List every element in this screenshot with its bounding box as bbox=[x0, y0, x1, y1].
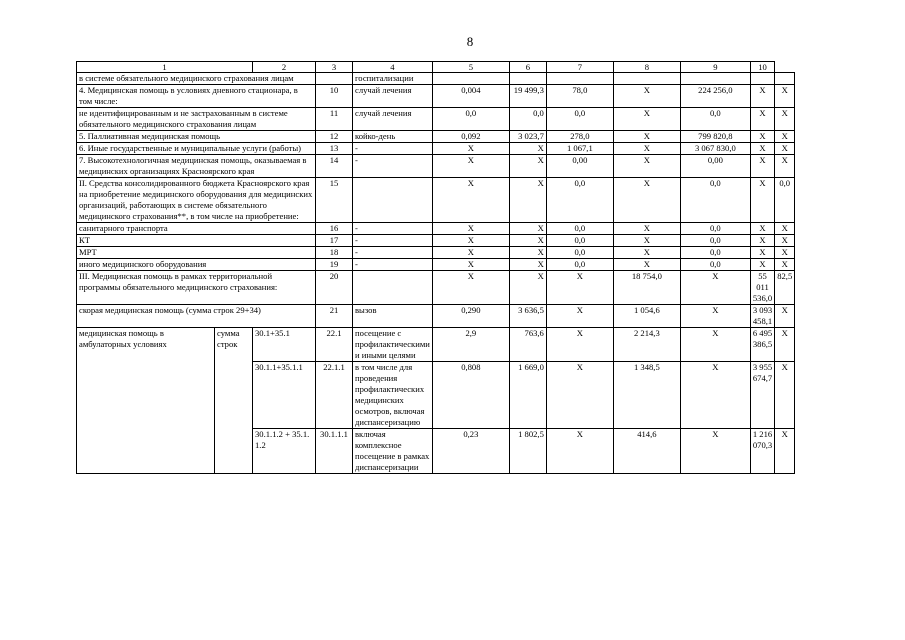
table-row bbox=[77, 328, 795, 362]
outpatient-label: медицинская помощь в амбулаторных условиях bbox=[77, 328, 215, 474]
table-cell: 0,00 bbox=[680, 155, 750, 178]
table-cell bbox=[680, 73, 750, 85]
table-cell: санитарного транспорта bbox=[77, 223, 316, 235]
table-cell: 22.1.1 bbox=[316, 362, 353, 429]
table-cell: 0,23 bbox=[432, 429, 509, 474]
table-cell: МРТ bbox=[77, 247, 316, 259]
table-cell: Х bbox=[775, 328, 795, 362]
table-cell: 0,004 bbox=[432, 85, 509, 108]
table-cell: 0,0 bbox=[680, 259, 750, 271]
table-cell: Х bbox=[432, 178, 509, 223]
table-cell: 0,290 bbox=[432, 305, 509, 328]
table-cell: 1 216 070,3 bbox=[750, 429, 774, 474]
table-cell: 7. Высокотехнологичная медицинская помощь, оказываемая в медицинских организациях Красноярского края bbox=[77, 155, 316, 178]
table-cell: 13 bbox=[316, 143, 353, 155]
table-cell: госпитализации bbox=[353, 73, 433, 85]
table-row bbox=[77, 235, 795, 247]
table-cell bbox=[750, 73, 774, 85]
table-cell: 0,0 bbox=[680, 247, 750, 259]
table-cell: 30.1.1.1 bbox=[316, 429, 353, 474]
table-cell: - bbox=[353, 143, 433, 155]
table-cell: Х bbox=[509, 223, 546, 235]
table-cell: Х bbox=[509, 259, 546, 271]
table-cell: 224 256,0 bbox=[680, 85, 750, 108]
financing-table bbox=[76, 61, 795, 474]
table-cell: вызов bbox=[353, 305, 433, 328]
table-cell: 14 bbox=[316, 155, 353, 178]
table-cell: 1 348,5 bbox=[613, 362, 680, 429]
table-cell: 0,0 bbox=[680, 108, 750, 131]
table-row bbox=[77, 108, 795, 131]
table-cell: Х bbox=[680, 271, 750, 305]
table-cell: 12 bbox=[316, 131, 353, 143]
table-cell: 19 499,3 bbox=[509, 85, 546, 108]
table-cell: 6. Иные государственные и муниципальные услуги (работы) bbox=[77, 143, 316, 155]
table-cell: 78,0 bbox=[546, 85, 613, 108]
header-cell: 10 bbox=[750, 62, 774, 73]
table-cell: 55 011 536,0 bbox=[750, 271, 774, 305]
header-cell: 4 bbox=[353, 62, 433, 73]
table-cell: 3 955 674,7 bbox=[750, 362, 774, 429]
table-cell: Х bbox=[750, 131, 774, 143]
table-row bbox=[77, 131, 795, 143]
table-cell: Х bbox=[432, 143, 509, 155]
table-cell: Х bbox=[775, 85, 795, 108]
table-cell: скорая медицинская помощь (сумма строк 29+34) bbox=[77, 305, 316, 328]
table-cell: случай лечения bbox=[353, 85, 433, 108]
table-cell bbox=[775, 73, 795, 85]
header-cell: 8 bbox=[613, 62, 680, 73]
header-cell: 6 bbox=[509, 62, 546, 73]
table-cell: 1 067,1 bbox=[546, 143, 613, 155]
table-cell: Х bbox=[613, 131, 680, 143]
table-cell: 1 802,5 bbox=[509, 429, 546, 474]
table-cell: 0,0 bbox=[546, 178, 613, 223]
table-cell: 799 820,8 bbox=[680, 131, 750, 143]
table-cell: Х bbox=[775, 223, 795, 235]
table-row bbox=[77, 143, 795, 155]
table-cell: Х bbox=[432, 259, 509, 271]
table-cell: Х bbox=[613, 235, 680, 247]
table-cell: 414,6 bbox=[613, 429, 680, 474]
table-cell: койко-день bbox=[353, 131, 433, 143]
row-formula: 30.1+35.1 bbox=[253, 328, 316, 362]
table-row bbox=[77, 305, 795, 328]
row-formula: 30.1.1.2 + 35.1.1.2 bbox=[253, 429, 316, 474]
table-cell: 82,5 bbox=[775, 271, 795, 305]
table-cell: случай лечения bbox=[353, 108, 433, 131]
table-cell: Х bbox=[509, 247, 546, 259]
table-cell: 0,0 bbox=[680, 223, 750, 235]
table-cell: в том числе для проведения профилактических медицинских осмотров, включая диспансеризацию bbox=[353, 362, 433, 429]
table-cell: Х bbox=[509, 235, 546, 247]
table-cell: Х bbox=[509, 143, 546, 155]
table-cell: 20 bbox=[316, 271, 353, 305]
table-cell: 15 bbox=[316, 178, 353, 223]
table-cell: 0,092 bbox=[432, 131, 509, 143]
header-row bbox=[77, 62, 795, 73]
table-cell: 22.1 bbox=[316, 328, 353, 362]
table-cell: 0,0 bbox=[432, 108, 509, 131]
page-number: 8 bbox=[466, 34, 474, 49]
table-cell: Х bbox=[432, 155, 509, 178]
table-cell: 5. Паллиативная медицинская помощь bbox=[77, 131, 316, 143]
table-row bbox=[77, 247, 795, 259]
table-cell: 18 754,0 bbox=[613, 271, 680, 305]
table-cell: Х bbox=[775, 362, 795, 429]
table-cell: 0,0 bbox=[546, 259, 613, 271]
table-cell: 3 067 830,0 bbox=[680, 143, 750, 155]
table-cell: 0,0 bbox=[680, 178, 750, 223]
table-cell: 2 214,3 bbox=[613, 328, 680, 362]
table-cell: Х bbox=[750, 143, 774, 155]
table-cell: Х bbox=[432, 235, 509, 247]
table-row bbox=[77, 178, 795, 223]
table-cell: Х bbox=[775, 429, 795, 474]
table-cell: КТ bbox=[77, 235, 316, 247]
table-cell: 0,0 bbox=[680, 235, 750, 247]
table-cell: Х bbox=[775, 143, 795, 155]
header-cell: 7 bbox=[546, 62, 613, 73]
table-cell: 1 054,6 bbox=[613, 305, 680, 328]
table-cell: Х bbox=[775, 131, 795, 143]
table-cell: II. Средства консолидированного бюджета Красноярского края на приобретение медицинского оборудования для медицинских организаций, работающих в системе обязательного медицинского страхования**, в том числе на приобретение: bbox=[77, 178, 316, 223]
table-cell: Х bbox=[546, 429, 613, 474]
table-cell: 0,0 bbox=[775, 178, 795, 223]
table-cell: 278,0 bbox=[546, 131, 613, 143]
table-cell: 0,00 bbox=[546, 155, 613, 178]
table-cell: Х bbox=[432, 247, 509, 259]
table-cell: иного медицинского оборудования bbox=[77, 259, 316, 271]
table-cell: 0,0 bbox=[509, 108, 546, 131]
table-cell bbox=[316, 73, 353, 85]
table-cell: Х bbox=[613, 247, 680, 259]
table-cell: Х bbox=[546, 328, 613, 362]
table-cell: 21 bbox=[316, 305, 353, 328]
table-cell: Х bbox=[680, 328, 750, 362]
table-cell: 4. Медицинская помощь в условиях дневного стационара, в том числе: bbox=[77, 85, 316, 108]
table-cell: Х bbox=[613, 108, 680, 131]
header-cell: 9 bbox=[680, 62, 750, 73]
table-cell: 3 636,5 bbox=[509, 305, 546, 328]
table-cell: 0,0 bbox=[546, 235, 613, 247]
table-cell bbox=[353, 271, 433, 305]
table-cell: 1 669,0 bbox=[509, 362, 546, 429]
table-cell: Х bbox=[750, 235, 774, 247]
table-cell: Х bbox=[680, 362, 750, 429]
table-cell: Х bbox=[432, 223, 509, 235]
table-cell: 763,6 bbox=[509, 328, 546, 362]
table-cell: Х bbox=[775, 305, 795, 328]
table-cell: 0,0 bbox=[546, 108, 613, 131]
table-cell: Х bbox=[750, 259, 774, 271]
table-cell: Х bbox=[546, 362, 613, 429]
table-cell: 10 bbox=[316, 85, 353, 108]
header-cell: 1 bbox=[77, 62, 253, 73]
table-cell: 16 bbox=[316, 223, 353, 235]
table-cell: 0,0 bbox=[546, 247, 613, 259]
table-cell: Х bbox=[546, 271, 613, 305]
table-cell bbox=[353, 178, 433, 223]
table-cell: 18 bbox=[316, 247, 353, 259]
table-cell: Х bbox=[613, 85, 680, 108]
table-row bbox=[77, 259, 795, 271]
table-cell: Х bbox=[432, 271, 509, 305]
table-cell: Х bbox=[775, 247, 795, 259]
table-cell: 0,0 bbox=[546, 223, 613, 235]
table-cell: 3 093 458,1 bbox=[750, 305, 774, 328]
table-cell: включая комплексное посещение в рамках диспансеризации bbox=[353, 429, 433, 474]
table-cell: 11 bbox=[316, 108, 353, 131]
header-cell: 2 bbox=[253, 62, 316, 73]
table-cell: Х bbox=[750, 155, 774, 178]
table-cell bbox=[546, 73, 613, 85]
table-row bbox=[77, 85, 795, 108]
table-cell: Х bbox=[775, 108, 795, 131]
header-cell: 3 bbox=[316, 62, 353, 73]
table-cell: Х bbox=[750, 178, 774, 223]
table-cell: Х bbox=[613, 178, 680, 223]
table-cell: Х bbox=[613, 143, 680, 155]
table-cell: - bbox=[353, 235, 433, 247]
table-cell: Х bbox=[613, 259, 680, 271]
table-cell bbox=[432, 73, 509, 85]
table-cell: 2,9 bbox=[432, 328, 509, 362]
table-cell: Х bbox=[613, 223, 680, 235]
table-cell: - bbox=[353, 223, 433, 235]
table-row bbox=[77, 73, 795, 85]
table-cell bbox=[509, 73, 546, 85]
table-cell: - bbox=[353, 155, 433, 178]
table-cell: 19 bbox=[316, 259, 353, 271]
table-cell: посещение с профилактическими и иными целями bbox=[353, 328, 433, 362]
header-cell: 5 bbox=[432, 62, 509, 73]
table-cell: 3 023,7 bbox=[509, 131, 546, 143]
table-cell bbox=[613, 73, 680, 85]
table-cell: в системе обязательного медицинского страхования лицам bbox=[77, 73, 316, 85]
table-cell: Х bbox=[775, 155, 795, 178]
table-row bbox=[77, 271, 795, 305]
table-cell: - bbox=[353, 247, 433, 259]
table-cell: Х bbox=[613, 155, 680, 178]
table-cell: Х bbox=[680, 305, 750, 328]
table-cell: - bbox=[353, 259, 433, 271]
table-cell: Х bbox=[680, 429, 750, 474]
table-cell: 17 bbox=[316, 235, 353, 247]
row-formula: 30.1.1+35.1.1 bbox=[253, 362, 316, 429]
table-cell: Х bbox=[775, 235, 795, 247]
table-cell: не идентифицированным и не застрахованным в системе обязательного медицинского страхования лицам bbox=[77, 108, 316, 131]
table-cell: Х bbox=[546, 305, 613, 328]
table-cell: 6 495 386,5 bbox=[750, 328, 774, 362]
table-cell: Х bbox=[509, 178, 546, 223]
sum-label: сумма строк bbox=[215, 328, 253, 474]
table-row bbox=[77, 223, 795, 235]
table-cell: Х bbox=[509, 271, 546, 305]
table-cell: Х bbox=[750, 85, 774, 108]
table-cell: Х bbox=[775, 259, 795, 271]
table-row bbox=[77, 155, 795, 178]
table-cell: III. Медицинская помощь в рамках территориальной программы обязательного медицинского страхования: bbox=[77, 271, 316, 305]
table-cell: Х bbox=[750, 108, 774, 131]
table-cell: Х bbox=[750, 247, 774, 259]
table-cell: 0,808 bbox=[432, 362, 509, 429]
table-cell: Х bbox=[509, 155, 546, 178]
table-cell: Х bbox=[750, 223, 774, 235]
